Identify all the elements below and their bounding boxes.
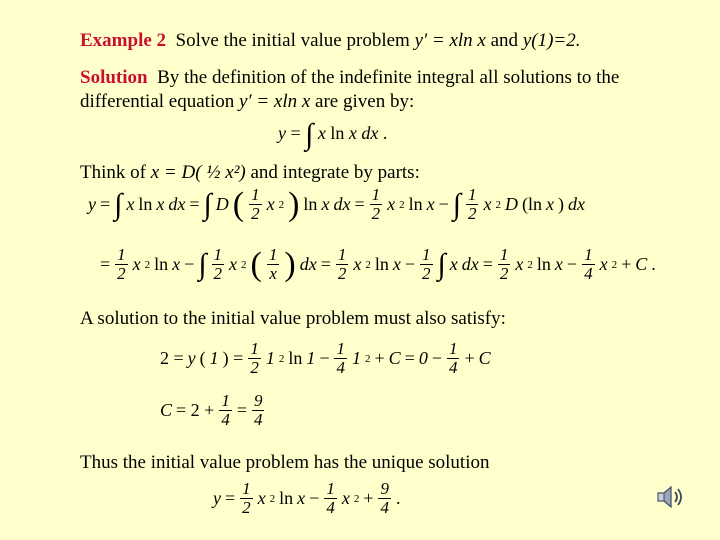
solution-equation: y′ = xln x [238,91,311,112]
think-expression: x = D( ½ x²) [150,162,246,183]
final-text: Thus the initial value problem has the unique solution [80,452,490,473]
example-line [80,30,580,52]
think-line [80,162,420,184]
ivp-text: A solution to the initial value problem must also satisfy: [80,308,506,329]
solution-text-2: differential equation [80,91,235,112]
solution-line-1 [80,67,619,89]
parts-equation-2: = $\frac{1}{2}$ x 2 ln x − ∫ $\frac{1}{2}$ x 2 ( $\frac{1}{x}$ ) dx = $\frac{1}{2}$ x 2 ln x − $\frac{1}{2}$ ∫ x dx = $\frac{1}{2}$ x 2 ln x − $\frac{1}{4}$ x 2 + C . [100,245,656,283]
think-prefix: Think of [80,162,146,183]
example-label: Example 2 [80,30,167,51]
final-equation: y = $\frac{1}{2}$ x 2 ln x − $\frac{1}{4}$ x 2 + $\frac{9}{4}$ . [213,479,401,517]
ivp-equation-2: C = 2 + $\frac{1}{4}$ = $\frac{9}{4}$ [160,391,263,429]
speaker-icon[interactable] [654,482,688,512]
parts-equation-1: y = ∫ x ln x dx = ∫ D ( $\frac{1}{2}$ x 2 ) ln x dx = $\frac{1}{2}$ x 2 ln x − ∫ $\frac{1}{2}$ x 2 D (ln x ) dx [88,185,585,223]
example-equation: y′ = xln x [414,30,486,51]
solution-label: Solution [80,67,148,88]
example-condition: y(1)=2. [522,30,581,51]
ivp-equation-1: 2 = y ( 1 ) = $\frac{1}{2}$ 1 2 ln 1 − $\frac{1}{4}$ 1 2 + C = 0 − $\frac{1}{4}$ + C [160,339,491,377]
solution-text-1: By the definition of the indefinite integral all solutions to the [157,67,620,88]
think-suffix: and integrate by parts: [250,162,420,183]
solution-text-3: are given by: [315,91,415,112]
example-and: and [490,30,519,51]
solution-line-2 [80,91,414,113]
general-integral: y = ∫ x ln x dx . [278,118,388,151]
example-text: Solve the initial value problem [175,30,410,51]
